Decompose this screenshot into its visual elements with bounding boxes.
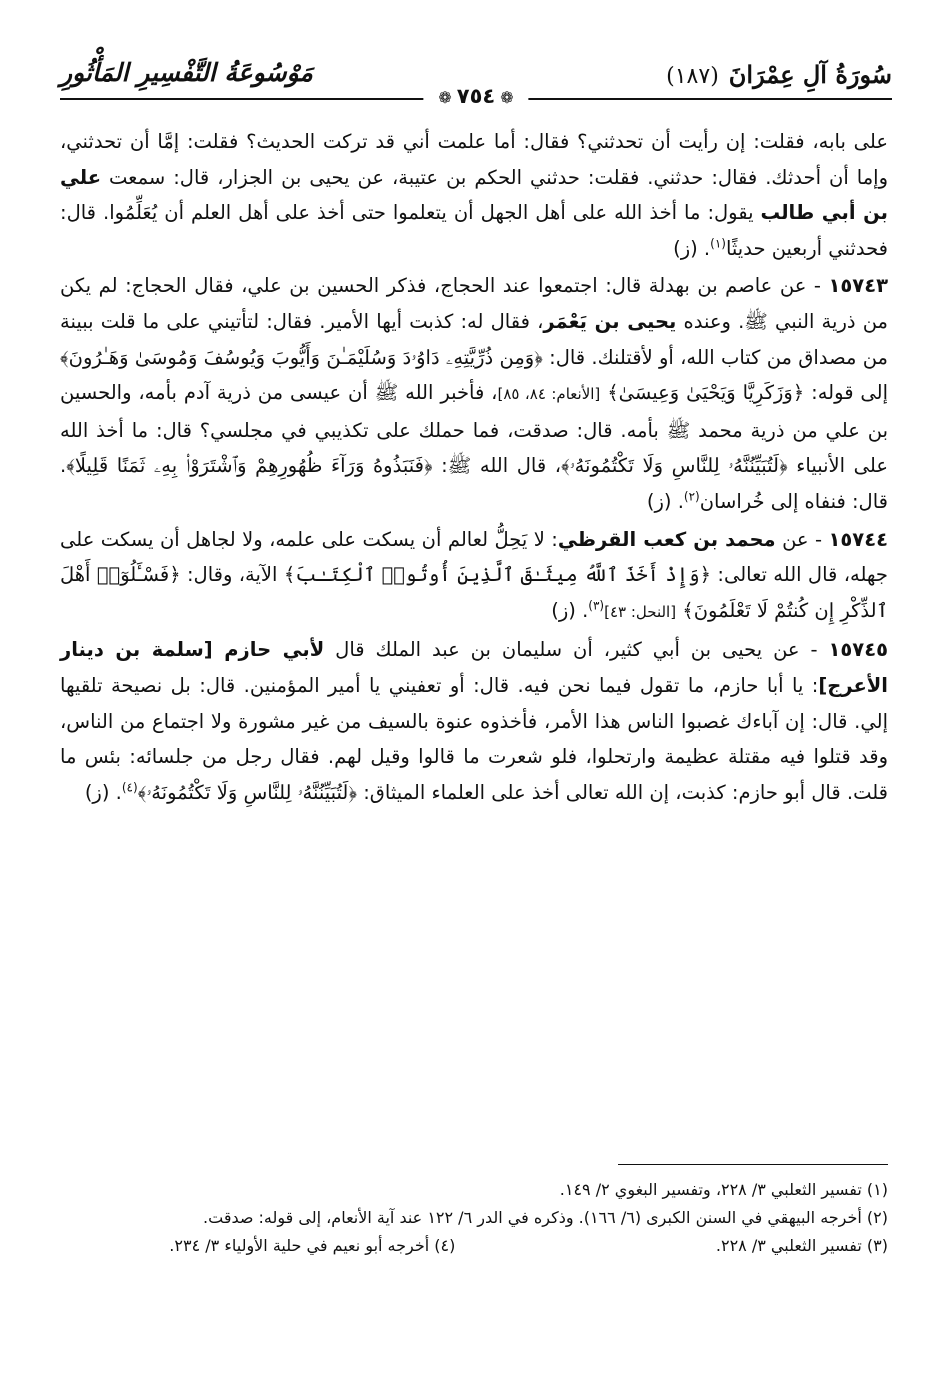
paragraph-text: - عن عاصم بن بهدلة قال: اجتمعوا عند الحجاج، فذكر الحسين بن علي، فقال الحجاج: لم يكن من ذرية النبي ﷺ. وعنده — [60, 274, 888, 333]
narrator-name: علي بن أبي طالب — [60, 165, 888, 225]
page-number: ٧٥٤ — [456, 84, 496, 108]
paragraph-text: إلى قوله: — [811, 381, 889, 405]
source-code: . (ز) — [646, 489, 684, 513]
paragraph-text: ، قال الله ﷺ: — [441, 454, 562, 478]
paragraph-text: : يا أبا حازم، ما تقول فيما نحن فيه. قال: أو تعفيني يا أمير المؤمنين. قال: بل نصيحة تلقيها إلي. قال: إن آباءك غصبوا الناس هذا الأمر، فأخذوه عنوة بالسيف من غير مشورة ولا اجتماع من الناس، وقد قتلوا فيه مقتلة عظيمة وارتحلوا، فلو شعرت ما قالوا وقيل لهم. فقال رجل من جلسائه: بئس ما قلت. قال أبو حازم: كذبت، إن الله تعالى أخذ على العلماء الميثاق: — [60, 673, 888, 804]
ornament-icon: ❁ — [438, 88, 452, 107]
quran-quote: ﴿وَزَكَرِيَّا وَيَحْيَىٰ وَعِيسَىٰ﴾ — [607, 381, 805, 405]
footnote-3: (٣) تفسير الثعلبي ٣/ ٢٢٨. — [715, 1236, 888, 1255]
quran-quote: ﴿وَمِن ذُرِّيَّتِهِۦ دَاوُۥدَ وَسُلَيْمَـٰنَ وَأَيُّوبَ وَيُوسُفَ وَمُوسَىٰ وَهَـٰرُونَ﴾ — [60, 345, 543, 369]
paragraph-text: ، فأخبر الله ﷺ أن عيسى من ذرية آدم بأمه، والحسين بن علي من ذرية محمد ﷺ بأمه. قال: صدقت، فما حملك على تكذيبي في مجلسي؟ قال: ما أخذ الله على الأنبياء — [60, 381, 889, 478]
narrator-name: يحيى بن يَعْمَر — [543, 309, 677, 333]
book-title: مَوْسُوعَةُ التَّفْسِيرِ المَأْثُورِ — [60, 58, 313, 87]
paragraph-text: . قال: فنفاه إلى خُراسان — [60, 454, 888, 513]
footnote-ref[interactable]: (٢) — [683, 489, 700, 504]
footnote-ref[interactable]: (٣) — [588, 598, 605, 613]
footnote-ref[interactable]: (١) — [710, 236, 726, 251]
footnote-separator — [618, 1164, 888, 1165]
paragraph-text: يقول: ما أخذ الله على أهل الجهل أن يتعلموا حتى أخذ على أهل العلم أن يُعَلِّمُوا. قال: فحدثني أربعين حديثًا — [60, 201, 888, 260]
narrator-name: محمد بن كعب القرظي — [557, 527, 776, 551]
paragraph-text: الآية، وقال: — [186, 563, 278, 587]
paragraph-text: - عن يحيى بن أبي كثير، أن سليمان بن عبد الملك قال — [335, 638, 818, 662]
verse-reference: [النحل: ٤٣] — [604, 602, 677, 621]
source-code: . (ز) — [673, 236, 711, 260]
page-header — [60, 52, 892, 108]
footnote-2: (٢) أخرجه البيهقي في السنن الكبرى (٦/ ١٦٦). وذكره في الدر ٦/ ١٢٢ عند آية الأنعام، إلى قوله: صدقت. — [203, 1208, 888, 1227]
entry-number: ١٥٧٤٣ — [828, 274, 888, 298]
ornament-icon: ❁ — [500, 88, 514, 107]
verse-reference: [الأنعام: ٨٤، ٨٥] — [497, 385, 601, 404]
source-code: . (ز) — [84, 780, 122, 804]
entry-number: ١٥٧٤٤ — [828, 527, 888, 551]
paragraph-text: على بابه، فقلت: إن رأيت أن تحدثني؟ فقال: أما علمت أني قد تركت الحديث؟ فقلت: إمَّا أن تحدثني، وإما أن أحدثك. فقال: حدثني. فقلت: حدثني الحكم بن عتيبة، عن يحيى بن الجزار، قال: سمعت — [60, 130, 888, 189]
main-text — [60, 124, 888, 810]
quran-quote: ﴿لَتُبَيِّنُنَّهُۥ لِلنَّاسِ وَلَا تَكْتُمُونَهُۥ﴾ — [137, 780, 358, 804]
paragraph-text: ، فقال له: كذبت أيها الأمير. فقال: لتأتيني على ما قلت ببينة من مصداق من كتاب الله، أو لأقتلنك. قال: — [60, 309, 888, 369]
footnote-4: (٤) أخرجه أبو نعيم في حلية الأولياء ٣/ ٢٣٤. — [169, 1236, 456, 1255]
footnote-row — [56, 1232, 888, 1260]
quran-quote: ﴿وَإِذْ أَخَذَ ٱللَّهُ مِيثَـٰقَ ٱلَّذِينَ أُوتُوا۟ ٱلْكِتَـٰبَ﴾ — [283, 563, 712, 587]
continuation-paragraph — [60, 124, 888, 266]
narrator-name: لأبي حازم [سلمة بن دينار الأعرج] — [60, 638, 888, 697]
quran-quote: ﴿فَنَبَذُوهُ وَرَآءَ ظُهُورِهِمْ وَٱشْتَرَوْا۟ بِهِۦ ثَمَنًا قَلِيلًا﴾ — [66, 454, 433, 478]
quran-quote: ﴿فَسْـَٔلُوٓا۟ أَهْلَ ٱلذِّكْرِ إِن كُنتُمْ لَا تَعْلَمُونَ﴾ — [60, 563, 888, 622]
surah-title: سُورَةُ آلِ عِمْرَانَ — [728, 60, 892, 89]
quran-quote: ﴿لَتُبَيِّنُنَّهُۥ لِلنَّاسِ وَلَا تَكْتُمُونَهُۥ﴾ — [561, 454, 788, 478]
entry-15745 — [60, 632, 888, 810]
entry-15743 — [60, 268, 888, 519]
entry-number: ١٥٧٤٥ — [828, 638, 888, 662]
verse-number: (١٨٧) — [666, 64, 719, 89]
entry-15744 — [60, 522, 888, 631]
surah-heading — [666, 60, 892, 89]
source-code: . (ز) — [551, 598, 589, 622]
footnote-1: (١) تفسير الثعلبي ٣/ ٢٢٨، وتفسير البغوي ٢/ ١٤٩. — [559, 1180, 888, 1199]
footnote-ref[interactable]: (٤) — [121, 780, 138, 795]
paragraph-text: : لا يَحِلُّ لعالم أن يسكت على علمه، ولا لجاهل أن يسكت على جهله، قال الله تعالى: — [60, 527, 888, 587]
footnotes — [56, 1176, 888, 1260]
page-number-block — [423, 84, 528, 108]
paragraph-text: - عن — [782, 527, 823, 551]
